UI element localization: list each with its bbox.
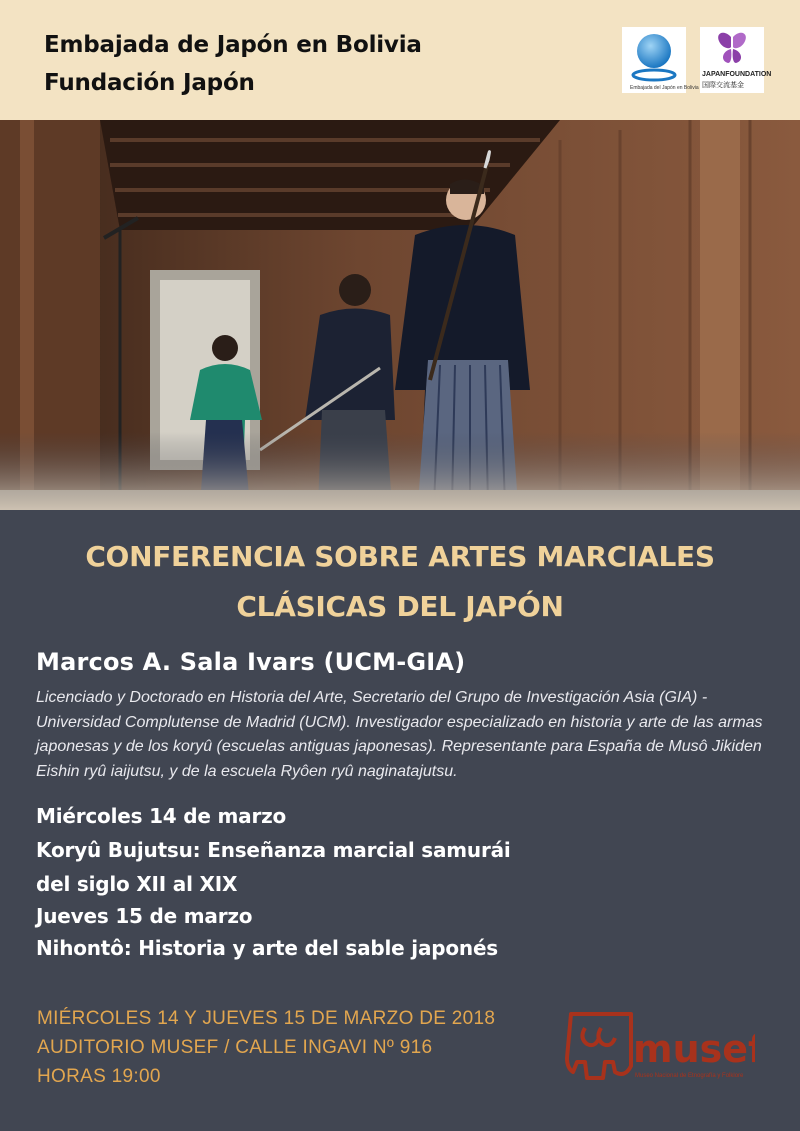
martial-arts-photo — [0, 120, 800, 510]
musef-emblem-icon — [565, 1008, 755, 1084]
speaker-bio: Licenciado y Doctorado en Historia del Arte, Secretario del Grupo de Investigación Asia (GIA) - Universidad Complutense de Madrid (UCM). Investigador especializado en historia y arte de las armas japonesas y de los koryû (escuelas antiguas japonesas). Representante para España de Musô Jikiden Eishin ryû iaijutsu, y de la escuela Ryôen ryû naginatajutsu. — [36, 689, 763, 780]
event-time: HORAS 19:00 — [37, 1066, 161, 1087]
org-embassy: Embajada de Japón en Bolivia — [44, 32, 422, 58]
musef-caption: Museo Nacional de Etnografía y Folklore — [635, 1073, 744, 1079]
schedule-day2: Jueves 15 de marzo — [36, 904, 253, 928]
dojo-photo-illustration — [0, 120, 800, 510]
event-title-line1: CONFERENCIA SOBRE ARTES MARCIALES — [85, 540, 715, 573]
schedule-talk2: Nihontô: Historia y arte del sable japonés — [36, 936, 499, 960]
schedule-day1: Miércoles 14 de marzo — [36, 804, 287, 828]
musef-logo — [565, 1008, 755, 1084]
schedule-talk1-line2: del siglo XII al XIX — [36, 872, 238, 896]
org-japan-foundation: Fundación Japón — [44, 70, 255, 96]
japan-foundation-logo — [700, 27, 772, 93]
header-band — [0, 0, 800, 120]
schedule-talk1-line1: Koryû Bujutsu: Enseñanza marcial samurái — [36, 838, 511, 862]
event-venue: AUDITORIO MUSEF / CALLE INGAVI Nº 916 — [37, 1037, 433, 1058]
embassy-logo-caption: Embajada del Japón en Bolivia — [630, 85, 699, 91]
musef-wordmark: musef — [633, 1027, 755, 1071]
jf-logo-text: JAPANFOUNDATION — [702, 71, 772, 78]
jf-logo-subtext: 国際交流基金 — [702, 82, 744, 89]
event-title-line2: CLÁSICAS DEL JAPÓN — [236, 590, 564, 623]
embassy-globe-icon — [622, 27, 686, 93]
event-dates: MIÉRCOLES 14 Y JUEVES 15 DE MARZO DE 2018 — [37, 1008, 496, 1029]
speaker-name: Marcos A. Sala Ivars (UCM-GIA) — [36, 648, 466, 676]
embassy-logo — [622, 27, 699, 93]
